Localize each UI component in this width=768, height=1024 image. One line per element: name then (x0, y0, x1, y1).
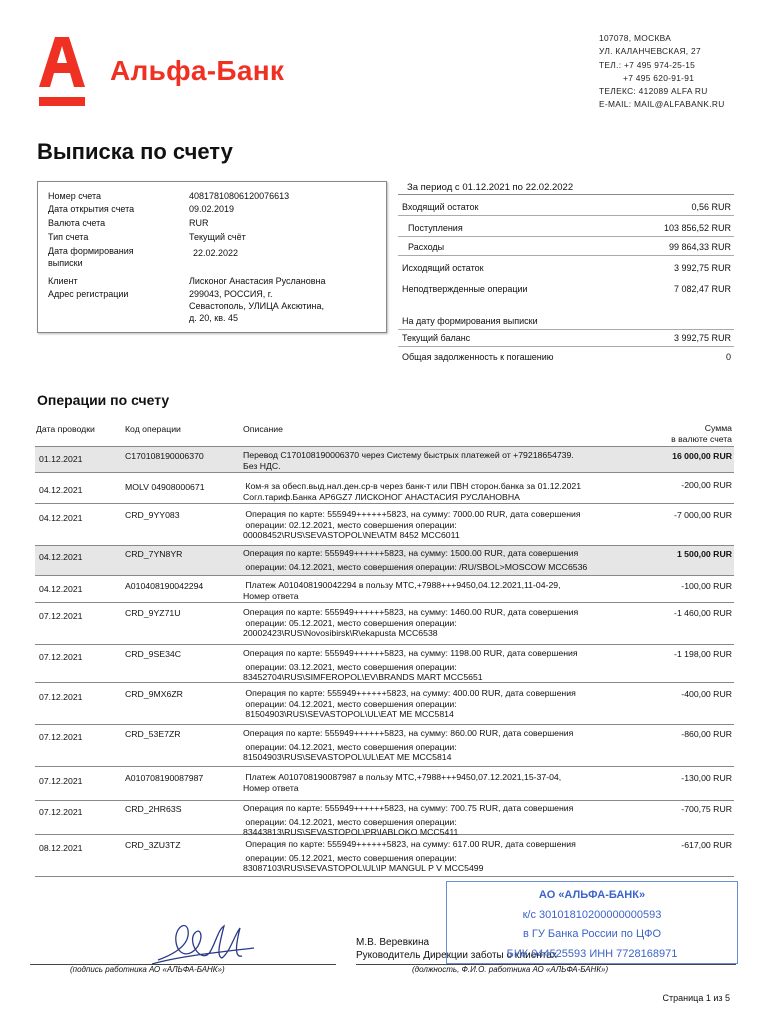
operation-amount: -1 198,00 RUR (674, 649, 732, 659)
column-amount-line-1: Сумма (704, 423, 732, 433)
operation-code: CRD_9YZ71U (125, 608, 181, 618)
stamp-line: к/с 30101810200000000593 (522, 908, 662, 921)
table-row (35, 447, 734, 473)
open-date: 09.02.2019 (189, 204, 235, 214)
summary-opening (398, 199, 734, 216)
operation-date: 07.12.2021 (39, 692, 83, 702)
currency: RUR (189, 218, 209, 228)
column-description: Описание (243, 424, 283, 434)
summary-income (398, 220, 734, 237)
operation-date: 04.12.2021 (39, 513, 83, 523)
signature-image (150, 912, 260, 972)
page-number: Страница 1 из 5 (662, 993, 730, 1003)
description-line: Операция по карте: 555949++++++5823, на сумму: 700.75 RUR, дата совершения (243, 803, 574, 813)
page-title: Выписка по счету (37, 139, 233, 164)
expense-value: 99 864,33 RUR (668, 242, 731, 252)
description-line: 20002423\RUS\Novosibirsk\R\ekapusta MCC6538 (243, 628, 438, 638)
description-line: операции: 05.12.2021, место совершения операции: (243, 852, 457, 863)
operation-description (243, 548, 665, 572)
description-line: операции: 04.12.2021, место совершения операции: /RU/SBOL>MOSCOW MCC6536 (243, 561, 588, 572)
operation-code: CRD_9MX6ZR (125, 689, 183, 699)
table-row (35, 835, 734, 877)
income-value: 103 856,52 RUR (663, 223, 731, 233)
description-line: операции: 04.12.2021, место совершения операции: (243, 741, 457, 752)
bank-contacts (599, 32, 725, 112)
description-line: Платеж A010408190042294 в пользу МТС,+7988+++9450,04.12.2021,11-04-29, (243, 580, 561, 590)
description-line: Номер ответа (243, 590, 299, 601)
operation-description (243, 648, 665, 683)
column-amount-line-2: в валюте счета (671, 434, 732, 444)
client-name: Лисконог Анастасия Руслановна (189, 276, 326, 286)
operation-amount: -400,00 RUR (681, 689, 732, 699)
operation-code: CRD_3ZU3TZ (125, 840, 181, 850)
table-row (35, 683, 734, 725)
operation-date: 04.12.2021 (39, 552, 83, 562)
operation-description (243, 450, 665, 471)
operation-code: CRD_7YN8YR (125, 549, 183, 559)
account-number-label: Номер счета (48, 191, 102, 201)
table-row (35, 767, 734, 801)
operation-amount: -7 000,00 RUR (674, 510, 732, 520)
table-row (35, 504, 734, 546)
currency-label: Валюта счета (48, 218, 106, 228)
column-amount (671, 423, 732, 445)
address-line: д. 20, кв. 45 (189, 313, 238, 323)
operation-description (243, 688, 665, 720)
closing-value: 3 992,75 RUR (673, 263, 731, 273)
operations-title: Операции по счету (37, 392, 170, 408)
description-line: 83443813\RUS\SEVASTOPOL\PR\IABLOKO MCC5411 (243, 827, 459, 837)
operation-amount: -700,75 RUR (681, 804, 732, 814)
closing-label: Исходящий остаток (402, 263, 484, 273)
description-line: Номер ответа (243, 782, 299, 793)
opening-value: 0,56 RUR (691, 202, 731, 212)
operation-date: 01.12.2021 (39, 454, 83, 464)
operation-description (243, 580, 665, 601)
summary-expense (398, 239, 734, 256)
contact-line: E-MAIL: MAIL@ALFABANK.RU (599, 99, 725, 110)
description-line: 00008452\RUS\SEVASTOPOL\NE\ATM 8452 MCC6011 (243, 530, 460, 540)
table-row (35, 473, 734, 504)
table-row (35, 603, 734, 645)
formed-date-label-2: выписки (48, 257, 83, 268)
contact-line: ТЕЛЕКС: 412089 ALFA RU (599, 86, 708, 97)
operation-date: 07.12.2021 (39, 611, 83, 621)
summary-top-line (398, 194, 734, 195)
summary-unconfirmed (398, 281, 734, 297)
operation-description (243, 728, 665, 763)
stamp-line: АО «АЛЬФА-БАНК» (538, 889, 646, 901)
operation-date: 07.12.2021 (39, 807, 83, 817)
operation-date: 04.12.2021 (39, 485, 83, 495)
operation-description (243, 803, 665, 838)
contact-line: +7 495 620-91-91 (623, 72, 695, 83)
current-balance-label: Текущий баланс (402, 333, 471, 343)
description-line: операции: 03.12.2021, место совершения операции: (243, 661, 457, 672)
description-line: Операция по карте: 555949++++++5823, на сумму: 617.00 RUR, дата совершения (243, 839, 576, 849)
contact-line: УЛ. КАЛАНЧЕВСКАЯ, 27 (599, 46, 701, 57)
unconfirmed-value: 7 082,47 RUR (673, 284, 731, 294)
client-label: Клиент (48, 276, 78, 286)
operation-code: C170108190006370 (125, 451, 204, 461)
opening-label: Входящий остаток (402, 202, 479, 212)
signer-position: Руководитель Дирекции заботы о клиентах (356, 949, 557, 961)
description-line: Без НДС. (243, 460, 281, 471)
signer-name: М.В. Веревкина (356, 937, 430, 948)
stamp-line: БИК 044525593 ИНН 7728168971 (506, 947, 678, 960)
expense-label: Расходы (408, 242, 445, 252)
summary-current (398, 330, 734, 347)
table-row (35, 576, 734, 603)
account-info-box (37, 181, 387, 333)
debt-label: Общая задолженность к погашению (402, 352, 554, 362)
unconfirmed-label: Неподтвержденные операции (402, 284, 528, 294)
formed-date-label: Дата формирования (48, 246, 134, 256)
operation-amount: -130,00 RUR (681, 773, 732, 783)
column-date: Дата проводки (36, 424, 95, 434)
address-line: 299043, РОССИЯ, г. (189, 289, 273, 299)
formed-date: 22.02.2022 (193, 248, 239, 258)
description-line: 83087103\RUS\SEVASTOPOL\UL\IP MANGUL P V MCC5499 (243, 863, 484, 873)
alfa-logo-icon (37, 35, 87, 107)
operation-date: 04.12.2021 (39, 584, 83, 594)
description-line: операции: 04.12.2021, место совершения операции: (243, 816, 457, 827)
operation-amount: -100,00 RUR (681, 581, 732, 591)
operation-code: CRD_53E7ZR (125, 729, 181, 739)
description-line: операции: 02.12.2021, место совершения операции: (243, 519, 457, 530)
operation-code: CRD_2HR63S (125, 804, 182, 814)
operation-amount: 16 000,00 RUR (672, 451, 732, 461)
operation-code: A010708190087987 (125, 773, 204, 783)
operation-code: MOLV 04908000671 (125, 482, 205, 492)
table-row (35, 725, 734, 767)
operation-code: CRD_9SE34C (125, 649, 182, 659)
operation-description (243, 839, 665, 874)
contact-line: 107078, МОСКВА (599, 33, 672, 43)
summary-closing (398, 260, 734, 276)
operation-code: A010408190042294 (125, 581, 204, 591)
description-line: 81504903\RUS\SEVASTOPOL\UL\EAT ME MCC5814 (243, 752, 452, 762)
position-caption: (должность, Ф.И.О. работника АО «АЛЬФА-БАНК») (412, 965, 609, 974)
description-line: 83452704\RUS\SIMFEROPOL\EV\BRANDS MART MCC5651 (243, 672, 483, 682)
operation-description (243, 481, 665, 502)
account-type: Текущий счёт (189, 232, 246, 242)
operation-amount: 1 500,00 RUR (676, 549, 732, 559)
operation-amount: -200,00 RUR (681, 480, 732, 490)
description-line: 81504903\RUS\SEVASTOPOL\UL\EAT ME MCC5814 (243, 709, 454, 719)
address-label: Адрес регистрации (48, 289, 129, 299)
operation-amount: -860,00 RUR (681, 729, 732, 739)
summary-debt (398, 349, 734, 365)
operation-description (243, 772, 665, 793)
description-line: Согл.тариф.Банка AP6GZ7 ЛИСКОНОГ АНАСТАСИЯ РУСЛАНОВНА (243, 491, 520, 502)
period-title: За период с 01.12.2021 по 22.02.2022 (407, 182, 574, 193)
description-line: операции: 05.12.2021, место совершения операции: (243, 617, 457, 628)
operation-description (243, 607, 665, 639)
asof-label: На дату формирования выписки (402, 316, 538, 326)
income-label: Поступления (408, 223, 463, 233)
description-line: операции: 04.12.2021, место совершения операции: (243, 698, 457, 709)
description-line: Ком-я за обесп.выд.нал.ден.ср-в через банк-т или ПВН сторон.банка за 01.12.2021 (243, 481, 582, 491)
table-row (35, 645, 734, 683)
operation-date: 07.12.2021 (39, 776, 83, 786)
debt-value: 0 (725, 352, 731, 362)
open-date-label: Дата открытия счета (48, 204, 135, 214)
description-line: Платеж A010708190087987 в пользу МТС,+7988+++9450,07.12.2021,15-37-04, (243, 772, 562, 782)
summary-asof (398, 313, 734, 330)
operation-date: 07.12.2021 (39, 732, 83, 742)
description-line: Операция по карте: 555949++++++5823, на сумму: 400.00 RUR, дата совершения (243, 688, 576, 698)
description-line: Операция по карте: 555949++++++5823, на сумму: 1198.00 RUR, дата совершения (243, 648, 578, 658)
contact-line: ТЕЛ.: +7 495 974-25-15 (599, 59, 696, 70)
address-line: Севастополь, УЛИЦА Аксютина, (189, 301, 325, 311)
table-row (35, 546, 734, 576)
bank-stamp (446, 881, 738, 964)
description-line: Операция по карте: 555949++++++5823, на сумму: 860.00 RUR, дата совершения (243, 728, 574, 738)
operation-code: CRD_9YY083 (125, 510, 180, 520)
operation-date: 08.12.2021 (39, 843, 83, 853)
operation-date: 07.12.2021 (39, 652, 83, 662)
operation-description (243, 509, 665, 541)
current-balance-value: 3 992,75 RUR (673, 333, 731, 343)
stamp-line: в ГУ Банка России по ЦФО (522, 928, 662, 940)
operation-amount: -617,00 RUR (681, 840, 732, 850)
table-row (35, 801, 734, 835)
description-line: Операция по карте: 555949++++++5823, на сумму: 7000.00 RUR, дата совершения (243, 509, 581, 519)
column-code: Код операции (125, 424, 181, 434)
description-line: Операция по карте: 555949++++++5823, на сумму: 1460.00 RUR, дата совершения (243, 607, 579, 617)
signature-caption: (подпись работника АО «АЛЬФА-БАНК») (70, 965, 225, 974)
account-type-label: Тип счета (48, 232, 89, 242)
account-number: 40817810806120076613 (189, 191, 290, 201)
description-line: Перевод C170108190006370 через Систему быстрых платежей от +79218654739. (243, 450, 574, 460)
operation-amount: -1 460,00 RUR (674, 608, 732, 618)
brand-name: Альфа-Банк (110, 55, 285, 86)
description-line: Операция по карте: 555949++++++5823, на сумму: 1500.00 RUR, дата совершения (243, 548, 579, 558)
